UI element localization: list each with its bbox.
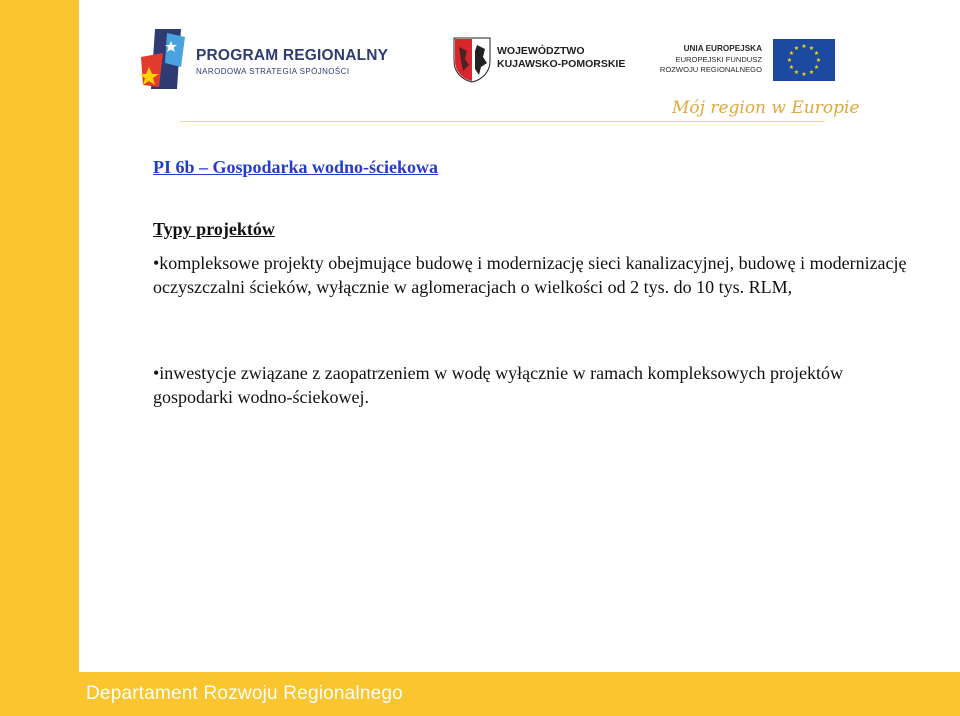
bullet-item: •kompleksowe projekty obejmujące budowę i modernizację sieci kanalizacyjnej, budowę i modernizację oczyszczalni ścieków, wyłącznie w aglomeracjach o wielkości od 2 tys. do 10 tys. RLM, [153, 253, 907, 297]
svg-text:★: ★ [813, 64, 820, 71]
eu-logo-line1: UNIA EUROPEJSKA [683, 44, 762, 53]
section-subtitle: Typy projektów [153, 219, 275, 239]
program-logo-title: PROGRAM REGIONALNY [196, 47, 389, 64]
svg-text:★: ★ [788, 64, 795, 71]
eu-flag-icon [773, 39, 835, 81]
coat-of-arms-icon [453, 37, 491, 83]
eu-logo-line3: ROZWOJU REGIONALNEGO [659, 65, 762, 74]
svg-text:★: ★ [808, 69, 815, 76]
header-divider [180, 121, 825, 122]
footer-department-name: Departament Rozwoju Regionalnego [86, 683, 403, 704]
region-logo-line2: KUJAWSKO-POMORSKIE [497, 58, 626, 70]
svg-text:★: ★ [808, 45, 815, 52]
svg-text:★: ★ [801, 43, 807, 50]
svg-text:★: ★ [815, 57, 822, 64]
region-logo-line1: WOJEWÓDZTWO [497, 45, 585, 57]
svg-text:★: ★ [793, 45, 800, 52]
svg-text:★: ★ [786, 57, 793, 64]
page-title: PI 6b – Gospodarka wodno-ściekowa [153, 157, 439, 177]
svg-text:★: ★ [801, 71, 807, 78]
svg-text:★: ★ [793, 69, 800, 76]
eu-logo-line2: EUROPEJSKI FUNDUSZ [675, 55, 762, 64]
left-accent-bar [0, 0, 79, 716]
program-regionalny-logo [141, 27, 391, 91]
svg-text:★: ★ [813, 50, 820, 57]
eu-logo [659, 39, 835, 81]
region-logo [453, 37, 626, 83]
program-logo-subtitle: NARODOWA STRATEGIA SPÓJNOŚCI [196, 67, 350, 76]
svg-text:★: ★ [788, 50, 795, 57]
program-emblem-icon [141, 27, 193, 91]
motto-text: Mój region w Europie [672, 98, 860, 118]
bullet-item: •inwestycje związane z zaopatrzeniem w wodę wyłącznie w ramach kompleksowych projektów gospodarki wodno-ściekowej. [153, 363, 844, 407]
